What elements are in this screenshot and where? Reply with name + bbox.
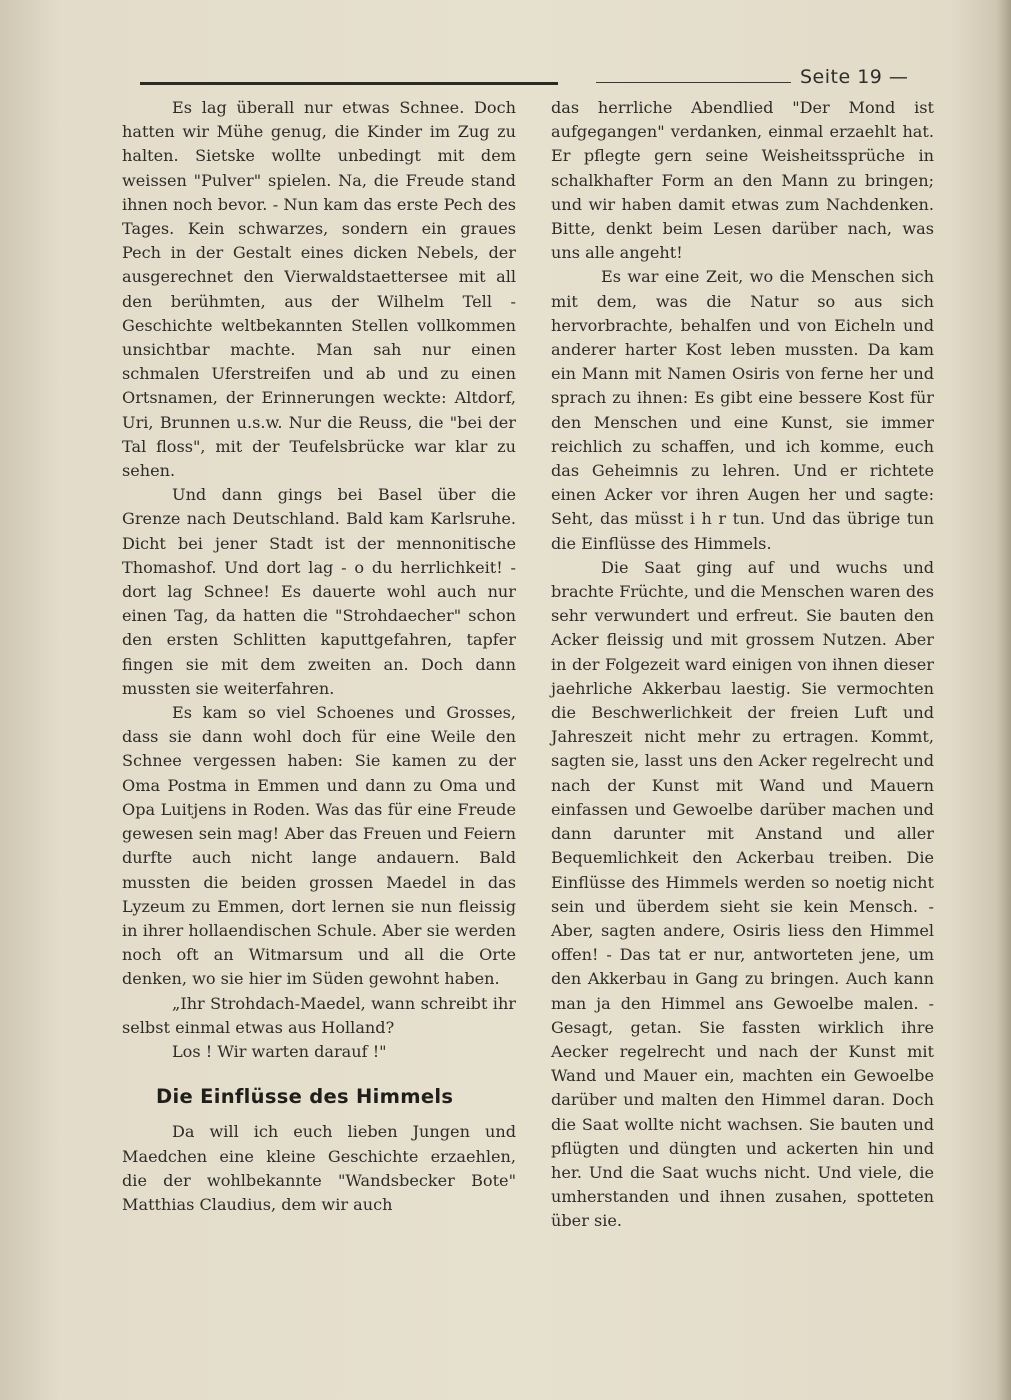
- header-rule-right: [596, 82, 791, 83]
- paragraph-claudius-continued: das herrliche Abendlied "Der Mond ist aufgegangen" verdanken, einmal erzaehlt hat. Er pflegte gern seine Weisheitssprüche in schalkhafter Form an den Mann zu bringen; und wir haben damit etwas zum Nachdenken. Bitte, denkt beim Lesen darüber nach, was uns alle angeht!: [551, 98, 934, 263]
- left-column: [122, 96, 516, 1217]
- header-rule-left: [140, 82, 558, 85]
- page-edge-shadow: [997, 0, 1011, 1400]
- page-number: Seite 19 —: [800, 66, 909, 88]
- paragraph-request-letter: „Ihr Strohdach-Maedel, wann schreibt ihr selbst einmal etwas aus Holland?: [122, 993, 516, 1037]
- right-column: [551, 96, 934, 1234]
- paragraph-article-intro: Da will ich euch lieben Jungen und Maedchen eine kleine Geschichte erzaehlen, die der wohlbekannte "Wandsbecker Bote" Matthias Claudius, dem wir auch: [122, 1122, 516, 1214]
- paragraph-travel-fog: Es lag überall nur etwas Schnee. Doch hatten wir Mühe genug, die Kinder im Zug zu halten. Sietske wollte unbedingt mit dem weissen "Pulver" spielen. Na, die Freude stand ihnen noch bevor. - Nun kam das erste Pech des Tages. Kein schwarzes, sondern ein graues Pech in der Gestalt eines dicken Nebels, der ausgerechnet den Vierwaldstaettersee mit all den berühmten, aus der Wilhelm Tell - Geschichte weltbekannten Stellen vollkommen unsichtbar machte. Man sah nur einen schmalen Uferstreifen und ab und zu einen Ortsnamen, der Erinnerungen weckte: Altdorf, Uri, Brunnen u.s.w. Nur die Reuss, die "bei der Tal floss", mit der Teufelsbrücke war klar zu sehen.: [122, 98, 516, 481]
- paragraph-vaulted-field: Die Saat ging auf und wuchs und brachte Früchte, und die Menschen waren des sehr verwundert und erfreut. Sie bauten den Acker fleissig und mit grossem Nutzen. Aber in der Folgezeit ward einigen von ihnen dieser jaehrliche Akkerbau laestig. Sie vermochten die Beschwerlichkeit der freien Luft und Jahreszeit nicht mehr zu ertragen. Kommt, sagten sie, lasst uns den Acker regelrecht und nach der Kunst mit Wand und Mauern einfassen und Gewoelbe darüber machen und dann darunter mit Anstand und aller Bequemlichkeit den Ackerbau treiben. Die Einflüsse des Himmels werden so noetig nicht sein und überdem sieht sie kein Mensch. - Aber, sagten andere, Osiris liess den Himmel offen! - Das tat er nur, antworteten jene, um den Akkerbau in Gang zu bringen. Auch kann man ja den Himmel ans Gewoelbe malen. - Gesagt, getan. Sie fassten wirklich ihre Aecker regelrecht und nach der Kunst mit Wand und Mauer ein, machten ein Gewoelbe darüber und malten den Himmel daran. Doch die Saat wollte nicht wachsen. Sie bauten und pflügten und düngten und ackerten hin und her. Und die Saat wuchs nicht. Und viele, die umherstanden und ihnen zusahen, spotteten über sie.: [551, 557, 934, 1231]
- paragraph-closing-call: Los ! Wir warten darauf !": [172, 1041, 387, 1061]
- article-title: Die Einflüsse des Himmels: [156, 1085, 454, 1109]
- paragraph-holland-school: Es kam so viel Schoenes und Grosses, dass sie dann wohl doch für eine Weile den Schnee vergessen haben: Sie kamen zu der Oma Postma in Emmen und dann zu Oma und Opa Luitjens in Roden. Was das für eine Freude gewesen sein mag! Aber das Freuen und Feiern durfte auch nicht lange andauern. Bald mussten die beiden grossen Maedel in das Lyzeum zu Emmen, dort lernen sie nun fleissig in ihrer hollaendischen Schule. Aber sie werden noch oft an Witmarsum und all die Orte denken, wo sie hier im Süden gewohnt haben.: [122, 703, 516, 989]
- paragraph-karlsruhe-snow: Und dann gings bei Basel über die Grenze nach Deutschland. Bald kam Karlsruhe. Dicht bei jener Stadt ist der mennonitische Thomashof. Und dort lag - o du herrlichkeit! - dort lag Schnee! Es dauerte wohl auch nur einen Tag, da hatten die "Strohdaecher" schon den ersten Schlitten kaputtgefahren, tapfer fingen sie mit dem zweiten an. Doch dann mussten sie weiterfahren.: [122, 485, 516, 698]
- paragraph-osiris-story: Es war eine Zeit, wo die Menschen sich mit dem, was die Natur so aus sich hervorbrachte, behalfen und von Eicheln und anderer harter Kost leben mussten. Da kam ein Mann mit Namen Osiris von ferne her und sprach zu ihnen: Es gibt eine bessere Kost für den Menschen und eine Kunst, sie immer reichlich zu schaffen, und ich komme, euch das Geheimnis zu lehren. Und er richtete einen Acker vor ihren Augen her und sagte: Seht, das müsst i h r tun. Und das übrige tun die Einflüsse des Himmels.: [551, 267, 934, 553]
